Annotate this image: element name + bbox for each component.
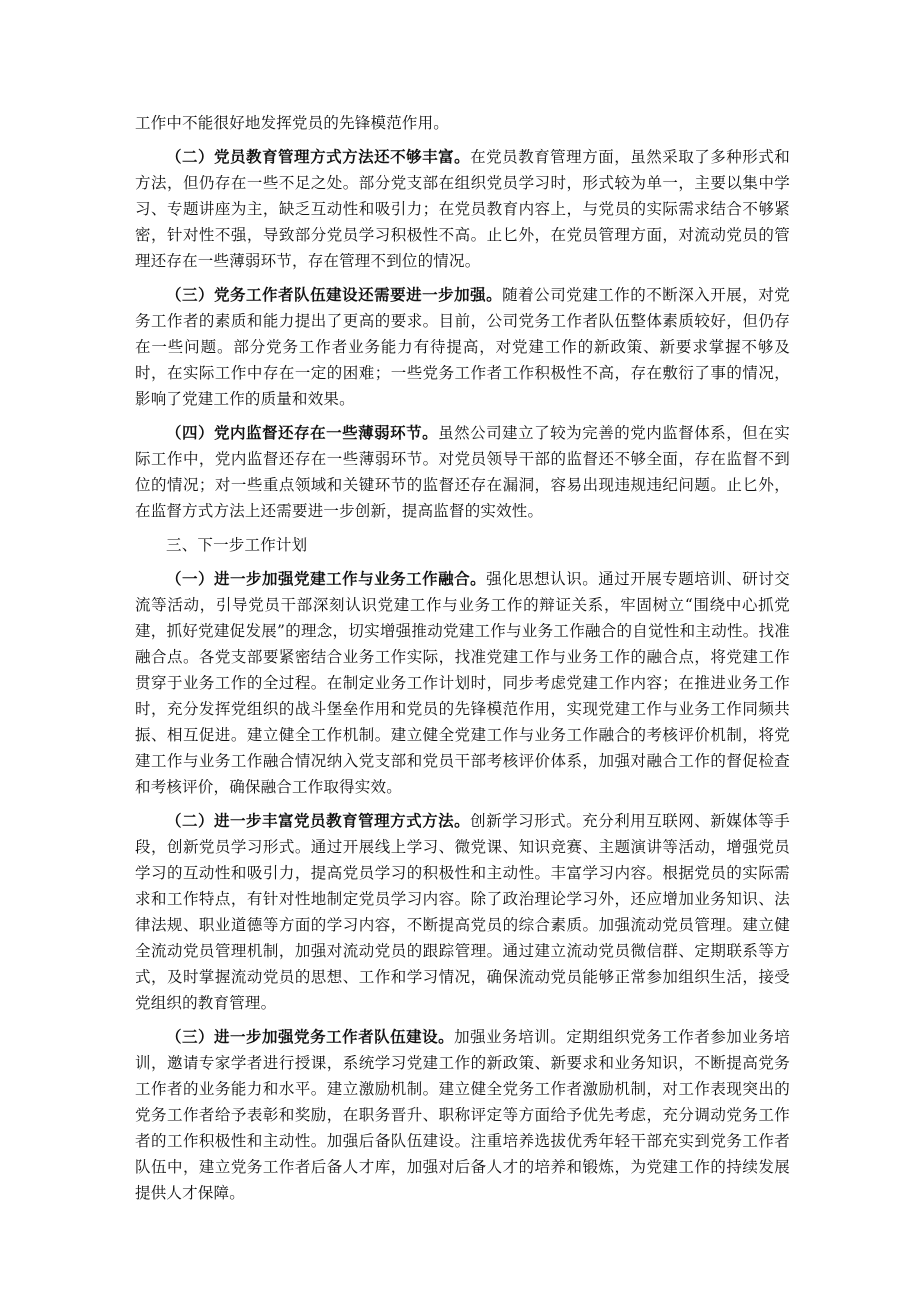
section-heading-text: 三、下一步工作计划 <box>166 536 308 554</box>
paragraph-lead: （三）党务工作者队伍建设还需要进一步加强。 <box>166 285 503 304</box>
paragraph-issue-2 <box>135 144 790 274</box>
paragraph-text: 随着公司党建工作的不断深入开展，对党务工作者的素质和能力提出了更高的要求。目前，公司党务工作者队伍整体素质较好，但仍存在一些问题。部分党务工作者业务能力有待提高，对党建工作的新政策、新要求掌握不够及时，在实际工作中存在一定的困难；一些党务工作者工作积极性不高，存在敷衍了事的情况，影响了党建工作的质量和效果。 <box>135 286 791 408</box>
paragraph-plan-3 <box>135 1024 790 1206</box>
paragraph-plan-1 <box>135 566 790 800</box>
paragraph-text: 加强业务培训。定期组织党务工作者参加业务培训，邀请专家学者进行授课，系统学习党建工作的新政策、新要求和业务知识，不断提高党务工作者的业务能力和水平。建立激励机制。建立健全党务工作者激励机制，对工作表现突出的党务工作者给予表彰和奖励，在职务晋升、职称评定等方面给予优先考虑，充分调动党务工作者的工作积极性和主动性。加强后备队伍建设。注重培养选拔优秀年轻干部充实到党务工作者队伍中，建立党务工作者后备人才库，加强对后备人才的培养和锻炼，为党建工作的持续发展提供人才保障。 <box>135 1028 790 1202</box>
paragraph-text: 创新学习形式。充分利用互联网、新媒体等手段，创新党员学习形式。通过开展线上学习、微党课、知识竞赛、主题演讲等活动，增强党员学习的互动性和吸引力，提高党员学习的积极性和主动性。丰富学习内容。根据党员的实际需求和工作特点，有针对性地制定党员学习内容。除了政治理论学习外，还应增加业务知识、法律法规、职业道德等方面的学习内容，不断提高党员的综合素质。加强流动党员管理。建立健全流动党员管理机制，加强对流动党员的跟踪管理。通过建立流动党员微信群、定期联系等方式，及时掌握流动党员的思想、工作和学习情况，确保流动党员能够正常参加组织生活，接受党组织的教育管理。 <box>135 812 790 1012</box>
paragraph-issue-3 <box>135 282 790 412</box>
paragraph-text: 虽然公司建立了较为完善的党内监督体系，但在实际工作中，党内监督还存在一些薄弱环节。对党员领导干部的监督还不够全面，存在监督不到位的情况；对一些重点领域和关键环节的监督还存在漏洞，容易出现违规违纪问题。止匕外，在监督方式方法上还需要进一步创新，提高监督的实效性。 <box>135 424 791 520</box>
paragraph-lead: （三）进一步加强党务工作者队伍建设。 <box>166 1027 455 1046</box>
section-heading <box>135 532 790 558</box>
paragraph-lead: （二）进一步丰富党员教育管理方式方法。 <box>166 811 471 830</box>
paragraph-continuation <box>135 110 790 136</box>
paragraph-lead: （一）进一步加强党建工作与业务工作融合。 <box>166 569 487 588</box>
paragraph-issue-4 <box>135 420 790 524</box>
paragraph-lead: （二）党员教育管理方式方法还不够丰富。 <box>166 147 471 166</box>
document-body <box>135 110 790 1214</box>
paragraph-text: 强化思想认识。通过开展专题培训、研讨交流等活动，引导党员干部深刻认识党建工作与业务工作的辩证关系，牢固树立“围绕中心抓党建，抓好党建促发展”的理念，切实增强推动党建工作与业务工作融合的自觉性和主动性。找准融合点。各党支部要紧密结合业务工作实际，找准党建工作与业务工作的融合点，将党建工作贯穿于业务工作的全过程。在制定业务工作计划时，同步考虑党建工作内容；在推进业务工作时，充分发挥党组织的战斗堡垒作用和党员的先锋模范作用，实现党建工作与业务工作同频共振、相互促进。建立健全工作机制。建立健全党建工作与业务工作融合的考核评价机制，将党建工作与业务工作融合情况纳入党支部和党员干部考核评价体系，加强对融合工作的督促检查和考核评价，确保融合工作取得实效。 <box>135 570 790 796</box>
paragraph-text: 工作中不能很好地发挥党员的先锋模范作用。 <box>135 114 450 132</box>
paragraph-text: 在党员教育管理方面，虽然采取了多种形式和方法，但仍存在一些不足之处。部分党支部在组织党员学习时，形式较为单一，主要以集中学习、专题讲座为主，缺乏互动性和吸引力；在党员教育内容上，与党员的实际需求结合不够紧密，针对性不强，导致部分党员学习积极性不高。止匕外，在党员管理方面，对流动党员的管理还存在一些薄弱环节，存在管理不到位的情况。 <box>135 148 790 270</box>
paragraph-lead: （四）党内监督还存在一些薄弱环节。 <box>166 423 439 442</box>
paragraph-plan-2 <box>135 808 790 1016</box>
